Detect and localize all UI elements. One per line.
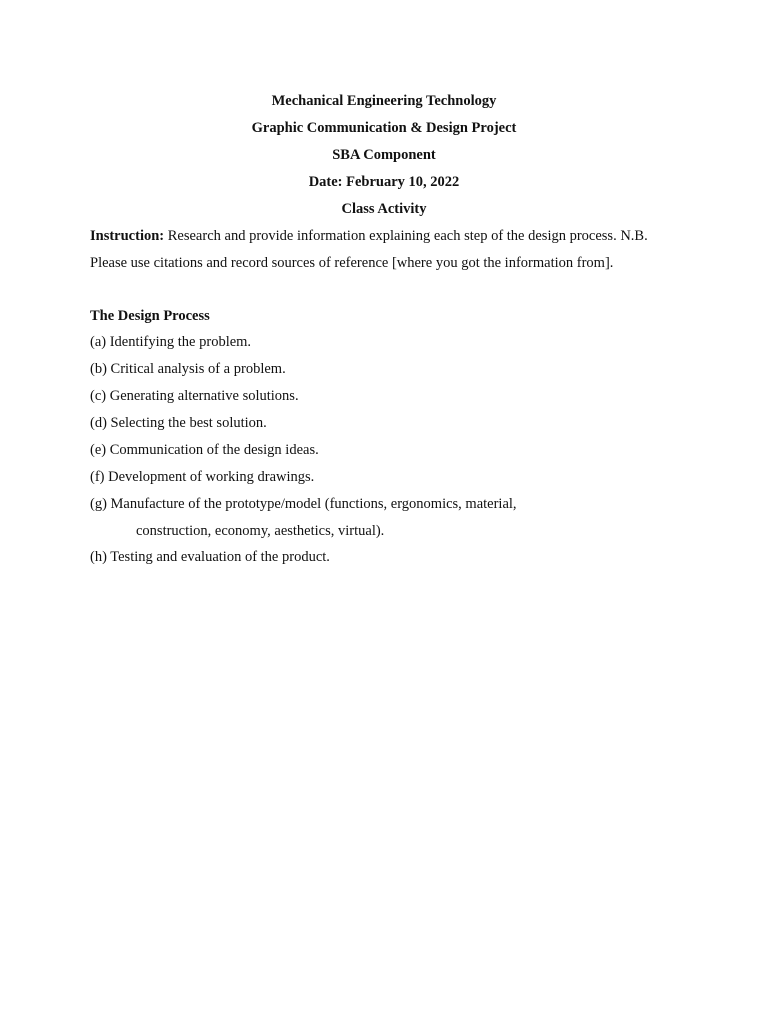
step-item: (c) Generating alternative solutions. <box>90 388 299 404</box>
activity-title: Class Activity <box>341 201 427 217</box>
instruction-text: Research and provide information explaining each step of the design process. N.B. <box>164 228 648 244</box>
instruction-line-1 <box>90 228 648 245</box>
step-item: (f) Development of working drawings. <box>90 469 315 485</box>
date-line: Date: February 10, 2022 <box>308 174 460 190</box>
step-item: (e) Communication of the design ideas. <box>90 442 319 458</box>
component-title: SBA Component <box>332 147 436 163</box>
step-item: (h) Testing and evaluation of the product. <box>90 549 330 565</box>
instruction-label: Instruction: <box>90 228 165 244</box>
step-item-continuation: construction, economy, aesthetics, virtual). <box>136 523 385 539</box>
program-title: Mechanical Engineering Technology <box>271 93 497 109</box>
step-item: (d) Selecting the best solution. <box>90 415 267 431</box>
step-item: (b) Critical analysis of a problem. <box>90 361 286 377</box>
step-item: (g) Manufacture of the prototype/model (functions, ergonomics, material, <box>90 496 517 512</box>
section-title: The Design Process <box>90 308 210 324</box>
project-title: Graphic Communication & Design Project <box>251 120 517 136</box>
instruction-line-2: Please use citations and record sources of reference [where you got the information from]. <box>90 255 614 271</box>
step-item: (a) Identifying the problem. <box>90 334 252 350</box>
